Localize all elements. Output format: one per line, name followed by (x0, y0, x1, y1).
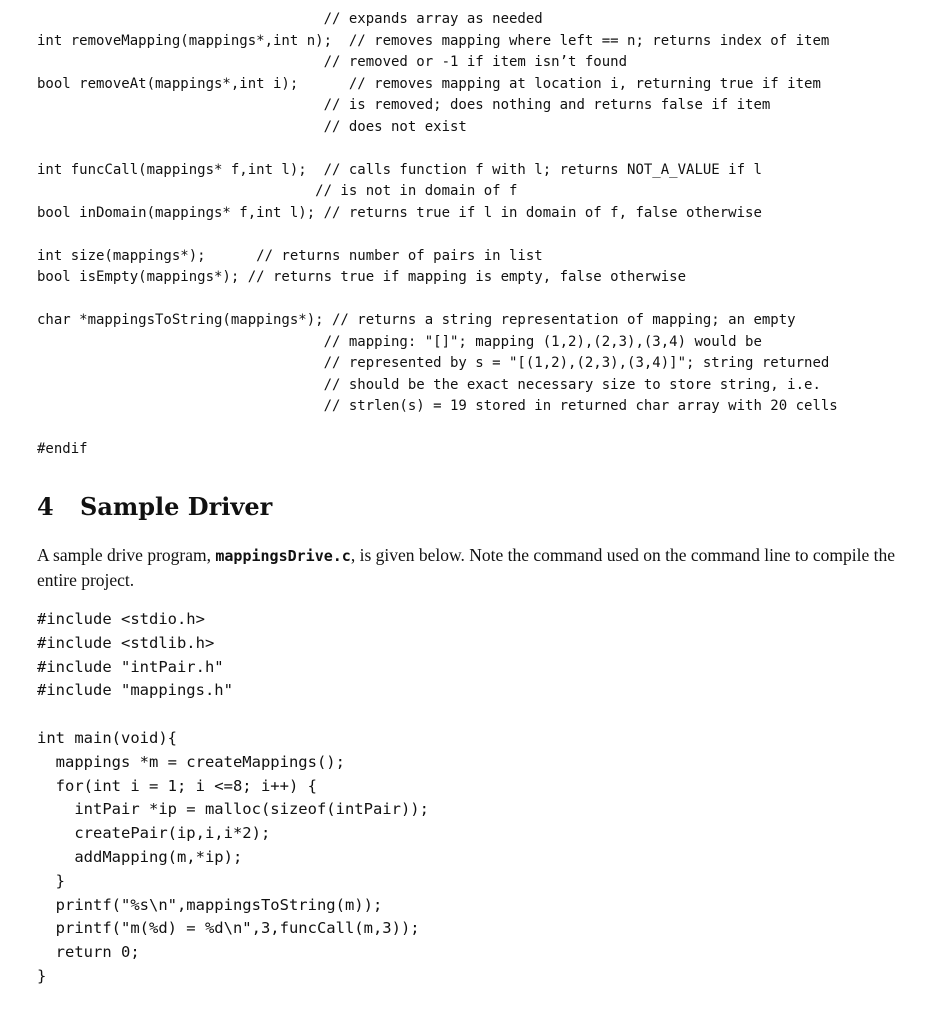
code-line: // does not exist (37, 118, 467, 135)
header-code-block (37, 9, 838, 461)
code-line: // expands array as needed (37, 11, 543, 27)
code-line: bool isEmpty(mappings*); // returns true if mapping is empty, false otherwise (37, 269, 687, 285)
code-line (37, 703, 429, 727)
code-line: intPair *ip = malloc(sizeof(intPair)); (37, 800, 429, 819)
code-line (37, 289, 838, 311)
code-line (37, 138, 838, 160)
code-line: // should be the exact necessary size to store string, i.e. (37, 376, 821, 393)
code-line: int main(void){ (37, 728, 177, 747)
code-line: #include "mappings.h" (37, 681, 233, 700)
code-line: // removed or -1 if item isn’t found (37, 54, 628, 70)
code-line: bool inDomain(mappings* f,int l); // returns true if l in domain of f, false otherwise (37, 204, 762, 221)
code-line: // is not in domain of f (37, 183, 518, 199)
code-line: #include <stdlib.h> (37, 633, 215, 652)
code-line: // mapping: "[]"; mapping (1,2),(2,3),(3,4) would be (37, 333, 762, 350)
code-line: int removeMapping(mappings*,int n); // removes mapping where left == n; returns index of item (37, 32, 830, 49)
section-number: 4 (37, 492, 54, 521)
code-line: char *mappingsToString(mappings*); // returns a string representation of mapping; an empty (37, 312, 796, 328)
code-line: mappings *m = createMappings(); (37, 752, 345, 771)
section-heading (37, 492, 272, 521)
driver-code-block (37, 608, 429, 989)
intro-paragraph (37, 543, 917, 592)
paragraph-text-before: A sample drive program, (37, 545, 216, 565)
code-line: // represented by s = "[(1,2),(2,3),(3,4)]"; string returned (37, 355, 830, 371)
code-line: printf("m(%d) = %d\n",3,funcCall(m,3)); (37, 919, 420, 938)
code-line: // is removed; does nothing and returns false if item (37, 97, 771, 113)
code-line: int funcCall(mappings* f,int l); // calls function f with l; returns NOT_A_VALUE if l (37, 161, 762, 178)
section-title: Sample Driver (80, 492, 273, 521)
code-line: bool removeAt(mappings*,int i); // removes mapping at location i, returning true if item (37, 75, 821, 92)
code-line: // strlen(s) = 19 stored in returned char array with 20 cells (37, 398, 838, 414)
code-line: int size(mappings*); // returns number of pairs in list (37, 247, 543, 264)
code-line: #endif (37, 441, 88, 457)
code-line: addMapping(m,*ip); (37, 847, 243, 866)
code-line: #include "intPair.h" (37, 657, 224, 676)
code-line: return 0; (37, 943, 140, 962)
code-line (37, 418, 838, 440)
code-line: for(int i = 1; i <=8; i++) { (37, 776, 317, 795)
code-line: printf("%s\n",mappingsToString(m)); (37, 895, 383, 914)
code-line: #include <stdio.h> (37, 610, 205, 628)
driver-filename: mappingsDrive.c (215, 547, 351, 565)
paragraph-text-after: , is given below. Note the command used on the command line to compile the entire project. (37, 545, 895, 590)
code-line (37, 224, 838, 246)
code-line: } (37, 871, 65, 890)
code-line: } (37, 966, 47, 985)
code-line: createPair(ip,i,i*2); (37, 824, 271, 843)
